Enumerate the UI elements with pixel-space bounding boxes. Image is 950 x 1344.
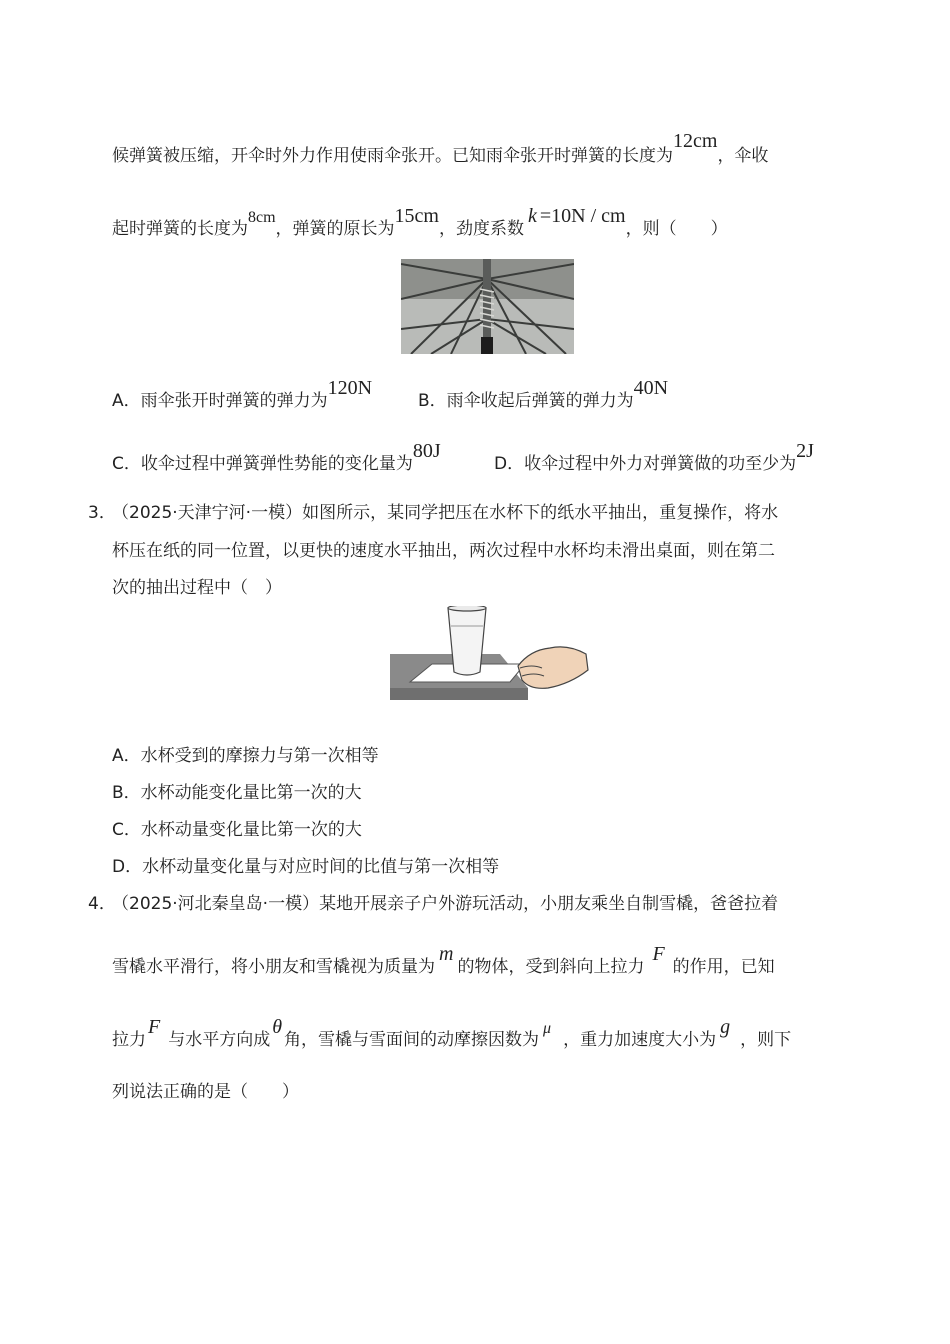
q2-option-row-1 (112, 377, 373, 412)
q3-line3: 次的抽出过程中（ ） (112, 578, 282, 598)
q2-option-a-value: 120N (327, 377, 373, 399)
q2-option-b: B．雨伞收起后弹簧的弹力为 (418, 391, 634, 411)
q2-option-d: D．收伞过程中外力对弹簧做的功至少为 (494, 454, 797, 474)
q2-text: ，弹簧的原长为 (275, 219, 395, 239)
q2-v-closed: 8cm (248, 209, 276, 226)
q3-option-c: C．水杯动量变化量比第一次的大 (112, 820, 362, 840)
q3-option-d: D．水杯动量变化量与对应时间的比值与第一次相等 (112, 857, 500, 877)
q4-text: 拉力 (112, 1030, 146, 1050)
q2-k-symbol: k (527, 205, 537, 227)
q4-line1: （2025·河北秦皇岛·一模）某地开展亲子户外游玩活动，小朋友乘坐自制雪橇，爸爸拉着 (112, 894, 779, 914)
q2-v-natural: 15cm (394, 205, 439, 227)
q2-option-d-value: 2J (796, 440, 814, 462)
q2-text: ，伞收 (717, 146, 769, 166)
q2-text: ，劲度系数 (438, 219, 524, 239)
q4-line4: 列说法正确的是（ ） (112, 1082, 299, 1102)
q2-text: 起时弹簧的长度为 (112, 219, 248, 239)
q2-option-c-value: 80J (412, 440, 441, 462)
q4-line3 (112, 1016, 792, 1051)
q2-option-row-2b (494, 440, 814, 475)
q4-text: 雪橇水平滑行，将小朋友和雪橇视为质量为 (112, 957, 435, 977)
q4-text: ，重力加速度大小为 (563, 1030, 717, 1050)
cup-paper-illustration (390, 606, 590, 704)
q4-force-symbol: F (652, 943, 665, 965)
q2-option-row-2 (112, 440, 441, 475)
q4-text: 角，雪橇与雪面间的动摩擦因数为 (284, 1030, 540, 1050)
q3-number: 3． (88, 503, 116, 523)
q4-number: 4． (88, 894, 116, 914)
q2-option-b-value: 40N (633, 377, 669, 399)
q3-line2: 杯压在纸的同一位置，以更快的速度水平抽出，两次过程中水杯均未滑出桌面，则在第二 (112, 541, 775, 561)
q2-v-open: 12cm (673, 130, 718, 152)
q4-line2 (112, 943, 775, 978)
q2-line2 (112, 205, 728, 240)
q3-line1: （2025·天津宁河·一模）如图所示，某同学把压在水杯下的纸水平抽出，重复操作，将水 (112, 503, 779, 523)
q2-text: 候弹簧被压缩，开伞时外力作用使雨伞张开。已知雨伞张开时弹簧的长度为 (112, 146, 673, 166)
q2-option-a: A．雨伞张开时弹簧的弹力为 (112, 391, 328, 411)
umbrella-spring-photo (401, 259, 574, 354)
q4-mass-symbol: m (439, 943, 454, 965)
q2-text: ，则（ ） (625, 219, 728, 239)
q4-mu-symbol: μ (543, 1020, 552, 1037)
q4-text: ，则下 (740, 1030, 792, 1050)
q3-option-b: B．水杯动能变化量比第一次的大 (112, 783, 362, 803)
q4-theta-symbol: θ (272, 1016, 283, 1038)
q4-text: 的作用，已知 (672, 957, 775, 977)
q3-option-a: A．水杯受到的摩擦力与第一次相等 (112, 746, 379, 766)
q4-force-symbol-2: F (148, 1016, 161, 1038)
q2-k-value: =10N / cm (539, 205, 626, 227)
q4-text: 的物体，受到斜向上拉力 (457, 957, 645, 977)
q2-line1 (112, 130, 769, 167)
q4-text: 与水平方向成 (168, 1030, 271, 1050)
q2-option-c: C．收伞过程中弹簧弹性势能的变化量为 (112, 454, 413, 474)
q2-option-row-1b (418, 377, 669, 412)
q4-g-symbol: g (720, 1016, 731, 1038)
